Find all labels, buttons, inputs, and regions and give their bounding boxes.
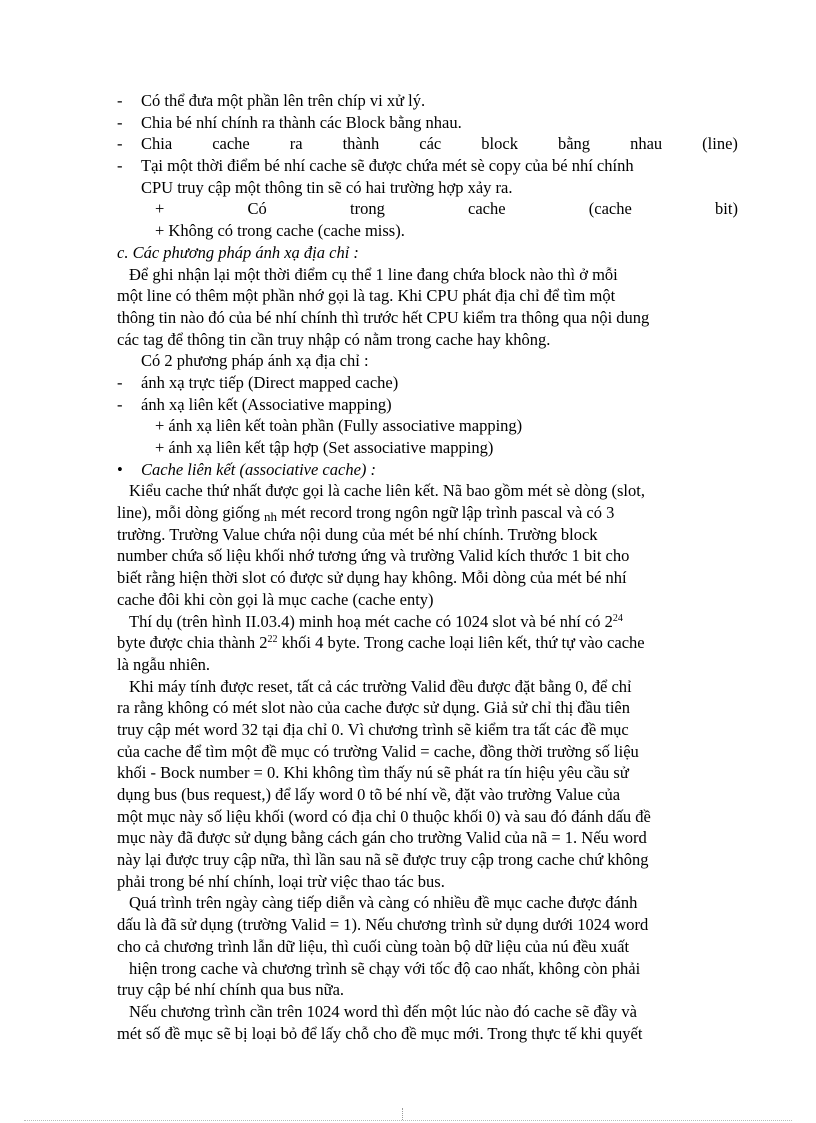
text-line: dụng bus (bus request,) để lấy word 0 tõ bé nhí về, đặt vào trường Value của <box>117 785 621 804</box>
text-line: biết rằng hiện thời slot có được sử dụng hay không. Mỗi dòng của mét bé nhí <box>117 568 627 588</box>
justified-line: + Có trong cache (cache bit) <box>155 199 738 219</box>
text-line: Nếu chương trình cần trên 1024 word thì đến một lúc nào đó cache sẽ đầy và <box>129 1001 637 1021</box>
text-line: ra rằng không có mét slot nào của cache được sử dụng. Giả sử chỉ thị đầu tiên <box>117 698 630 718</box>
text-line: phải trong bé nhí chính, loại trừ việc thao tác bus. <box>117 871 445 891</box>
bullet-marker: • <box>117 459 123 479</box>
page-center-tick <box>402 1108 404 1120</box>
text-line: Quá trình trên ngày càng tiếp diễn và càng có nhiều đề mục cache được đánh <box>129 893 638 913</box>
page-bottom-rule <box>24 1120 792 1121</box>
text-line: cache đôi khi còn gọi là mục cache (cache enty) <box>117 589 434 609</box>
text-line: + ánh xạ liên kết toàn phần (Fully associative mapping) <box>155 416 523 436</box>
list-item <box>117 133 738 155</box>
text-line: dấu là đã sử dụng (trường Valid = 1). Nếu chương trình sử dụng dưới 1024 word <box>117 915 649 935</box>
text-line: + ánh xạ liên kết tập hợp (Set associative mapping) <box>155 438 494 457</box>
dash-marker: - <box>117 156 123 176</box>
text-line: byte được chia thành $2^{22}$ khối 4 byte. Trong cache loại liên kết, thứ tự vào cache <box>117 633 645 653</box>
text-line: number chứa số liệu khối nhớ tương ứng và trường Valid kích thước 1 bit cho <box>117 546 630 566</box>
text-line: trường. Trường Value chứa nội dung của mét bé nhí chính. Trường block <box>117 524 598 544</box>
text-line: Để ghi nhận lại một thời điểm cụ thể 1 line đang chứa block nào thì ở mỗi <box>129 264 618 284</box>
dash-marker: - <box>117 91 123 110</box>
text-line: Thí dụ (trên hình II.03.4) minh hoạ mét cache có 1024 slot và bé nhí có $2^{24}$ <box>129 611 623 631</box>
text-line: của cache để tìm một đề mục có trường Valid = cache, đồng thời trường số liệu <box>117 741 639 761</box>
text-line: này lại được truy cập nữa, thì lần sau nã sẽ được truy cập trong cache chứ không <box>117 850 649 870</box>
text-line: một line có thêm một phần nhớ gọi là tag. Khi CPU phát địa chỉ để tìm một <box>117 286 616 306</box>
list-item: - Chia bé nhí chính ra thành các Block bằng nhau. <box>117 112 462 132</box>
text-line: thông tin nào đó của bé nhí chính thì trước hết CPU kiểm tra thông qua nội dung <box>117 307 650 327</box>
text-line: Có 2 phương pháp ánh xạ địa chỉ : <box>141 351 369 371</box>
text-line: mục này đã được sử dụng bằng cách gán cho trường Valid của nã = 1. Nếu word <box>117 828 647 848</box>
dash-marker: - <box>117 372 123 392</box>
text-line: truy cập mét word 32 tại địa chỉ 0. Vì chương trình sẽ kiểm tra tất các đề mục <box>117 719 629 739</box>
text-line: truy cập bé nhí chính qua bus nữa. <box>117 980 345 1000</box>
section-heading: • Cache liên kết (associative cache) : <box>117 459 377 479</box>
text-line: CPU truy cập một thông tin sẽ có hai trường hợp xảy ra. <box>141 177 513 197</box>
text-line: Kiểu cache thứ nhất được gọi là cache liên kết. Nã bao gồm mét sè dòng (slot, <box>129 481 645 501</box>
text-line: một mục này số liệu khối (word có địa chỉ 0 thuộc khối 0) và sau đó đánh dấu đề <box>117 806 651 826</box>
dash-marker: - <box>117 112 123 132</box>
dash-marker: - <box>117 394 123 414</box>
section-heading: c. Các phương pháp ánh xạ địa chỉ : <box>117 242 359 262</box>
text-line: cho cả chương trình lẫn dữ liệu, thì cuối cùng toàn bộ dữ liệu của nú đều xuất <box>117 936 630 956</box>
document-page <box>117 90 738 1044</box>
text-line: các tag để thông tin cần truy nhập có nằm trong cache hay không. <box>117 329 551 349</box>
dash-marker: - <box>117 134 123 154</box>
justified-line: Chia cache ra thành các block bằng nhau (line) <box>141 134 738 154</box>
list-item: - ánh xạ trực tiếp (Direct mapped cache) <box>117 372 399 392</box>
text-line: khối - Bock number = 0. Khi không tìm thấy nú sẽ phát ra tín hiệu yêu cầu sử <box>117 763 629 783</box>
text-line: mét số đề mục sẽ bị loại bỏ để lấy chỗ cho đề mục mới. Trong thực tế khi quyết <box>117 1023 643 1043</box>
list-item: - Có thể đưa một phần lên trên chíp vi xử lý. <box>117 91 426 110</box>
list-item: - ánh xạ liên kết (Associative mapping) <box>117 394 392 414</box>
text-line: + Không có trong cache (cache miss). <box>155 221 405 241</box>
text-line: line), mỗi dòng giống nh mét record trong ngôn ngữ lập trình pascal và có 3 <box>117 503 615 525</box>
list-item: - Tại một thời điểm bé nhí cache sẽ được chứa mét sè copy của bé nhí chính <box>117 156 634 176</box>
text-line: hiện trong cache và chương trình sẽ chạy với tốc độ cao nhất, không còn phải <box>129 958 641 978</box>
text-line: là ngẫu nhiên. <box>117 654 211 674</box>
text-line: Khi máy tính được reset, tất cả các trường Valid đều được đặt bằng 0, để chỉ <box>129 676 632 696</box>
